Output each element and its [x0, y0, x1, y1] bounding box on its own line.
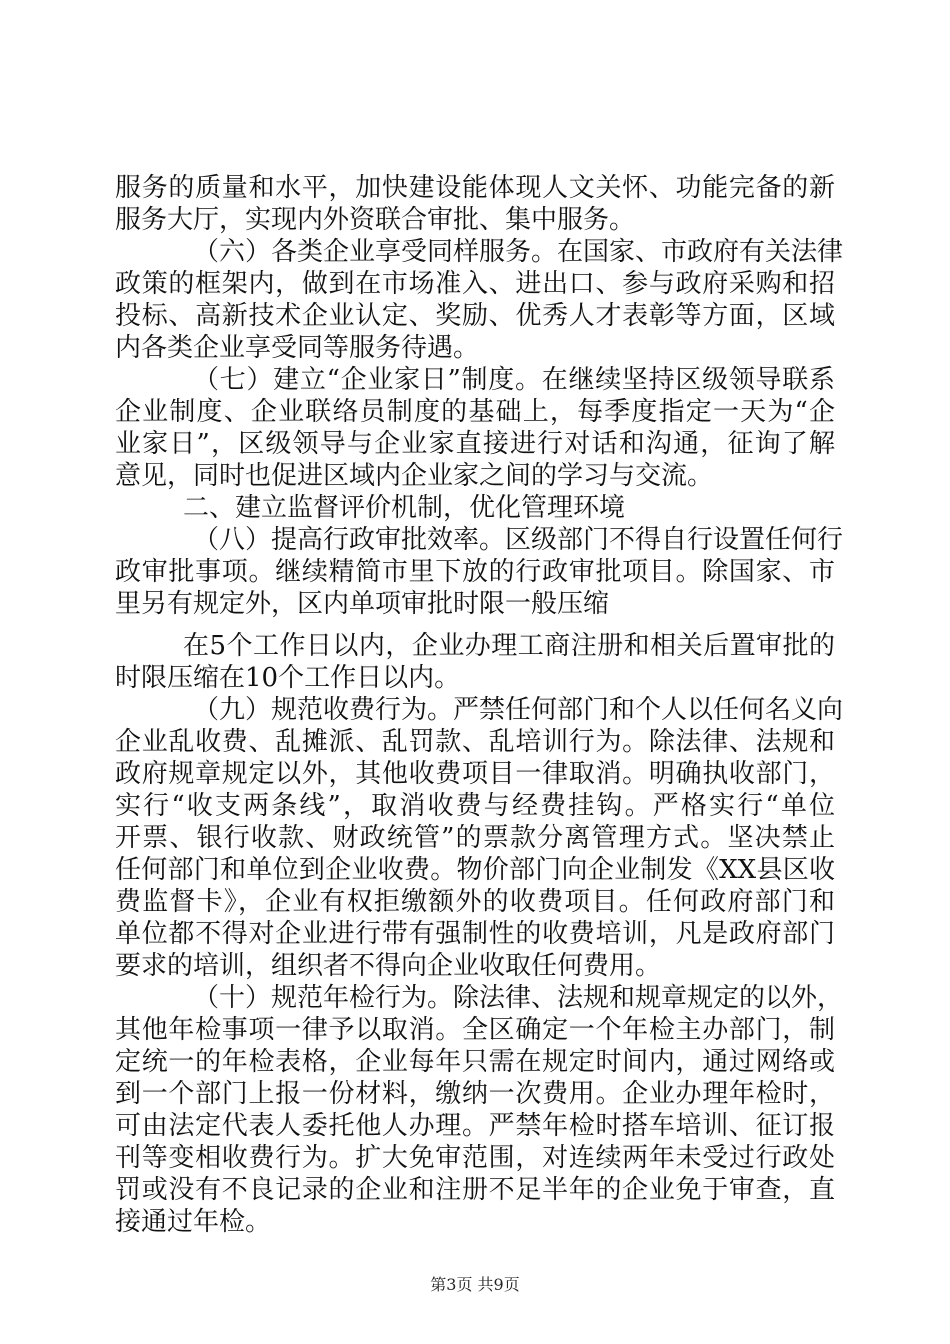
page-number: 第3页 共9页 — [430, 1275, 520, 1294]
text-line: 里另有规定外，区内单项审批时限一般压缩 — [115, 589, 610, 619]
text-line: 服务的质量和水平，加快建设能体现人文关怀、功能完备的新 — [115, 173, 835, 203]
text-line: 业家日”，区级领导与企业家直接进行对话和沟通，征询了解 — [115, 429, 835, 459]
text-line: 刊等变相收费行为。扩大免审范围，对连续两年未受过行政处 — [115, 1143, 835, 1173]
text-line: 要求的培训，组织者不得向企业收取任何费用。 — [115, 951, 662, 981]
text-line: 开票、银行收款、财政统管”的票款分离管理方式。坚决禁止 — [115, 823, 835, 853]
text-line: 政策的框架内，做到在市场准入、进出口、参与政府采购和招 — [115, 269, 835, 299]
text-line: （七）建立“企业家日”制度。在继续坚持区级领导联系 — [193, 365, 835, 395]
text-line: 定统一的年检表格，企业每年只需在规定时间内，通过网络或 — [115, 1047, 835, 1077]
text-line: （十）规范年检行为。除法律、法规和规章规定的以外， — [193, 983, 844, 1013]
text-line: 可由法定代表人委托他人办理。严禁年检时搭车培训、征订报 — [115, 1111, 835, 1141]
text-line: 企业乱收费、乱摊派、乱罚款、乱培训行为。除法律、法规和 — [115, 727, 835, 757]
text-line: 投标、高新技术企业认定、奖励、优秀人才表彰等方面，区域 — [115, 301, 835, 331]
document-body — [115, 172, 844, 1238]
text-line: （六）各类企业享受同样服务。在国家、市政府有关法律 — [193, 237, 844, 267]
text-line: （九）规范收费行为。严禁任何部门和个人以任何名义向 — [193, 695, 844, 725]
text-line: 单位都不得对企业进行带有强制性的收费培训，凡是政府部门 — [115, 919, 835, 949]
text-line: 在5个工作日以内，企业办理工商注册和相关后置审批的 — [183, 631, 835, 661]
text-line: 罚或没有不良记录的企业和注册不足半年的企业免于审查，直 — [115, 1175, 835, 1205]
text-line: 服务大厅，实现内外资联合审批、集中服务。 — [115, 205, 636, 235]
text-line: 费监督卡》，企业有权拒缴额外的收费项目。任何政府部门和 — [115, 887, 835, 917]
text-line: 企业制度、企业联络员制度的基础上，每季度指定一天为“企 — [115, 397, 835, 427]
text-line: 任何部门和单位到企业收费。物价部门向企业制发《XX县区收 — [115, 855, 835, 885]
text-line: 政审批事项。继续精简市里下放的行政审批项目。除国家、市 — [115, 557, 835, 587]
text-line: 到一个部门上报一份材料，缴纳一次费用。企业办理年检时， — [115, 1079, 835, 1109]
text-line: 时限压缩在10个工作日以内。 — [115, 663, 461, 693]
text-line: （八）提高行政审批效率。区级部门不得自行设置任何行 — [193, 525, 844, 555]
text-line: 实行“收支两条线”，取消收费与经费挂钩。严格实行“单位 — [115, 791, 835, 821]
text-line: 政府规章规定以外，其他收费项目一律取消。明确执收部门， — [115, 759, 835, 789]
text-line: 二、建立监督评价机制，优化管理环境 — [183, 493, 626, 523]
paragraph-gap — [115, 620, 835, 630]
text-line: 内各类企业享受同等服务待遇。 — [115, 333, 480, 363]
text-line: 其他年检事项一律予以取消。全区确定一个年检主办部门，制 — [115, 1015, 835, 1045]
text-line: 意见，同时也促进区域内企业家之间的学习与交流。 — [115, 461, 714, 491]
text-line: 接通过年检。 — [115, 1207, 272, 1237]
